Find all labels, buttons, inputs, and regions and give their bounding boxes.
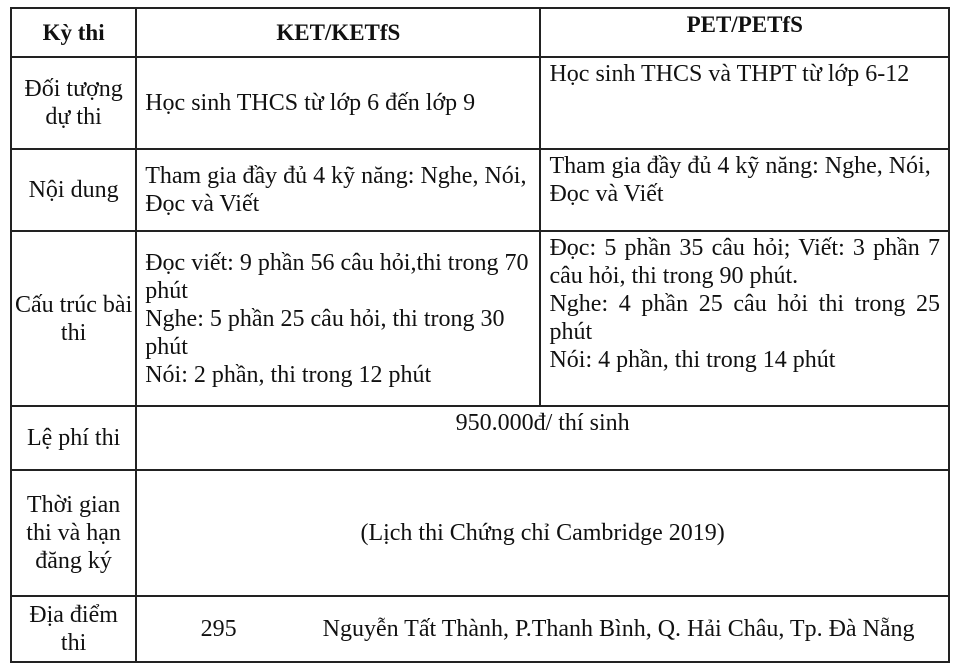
location-value xyxy=(136,596,949,662)
table-header-row xyxy=(11,8,949,57)
fee-value: 950.000đ/ thí sinh xyxy=(136,406,949,470)
row-fee xyxy=(11,406,949,470)
row-structure xyxy=(11,231,949,406)
label-structure: Cấu trúc bài thi xyxy=(11,231,136,406)
pet-structure-line: Nói: 4 phần, thi trong 14 phút xyxy=(549,347,836,373)
pet-candidates: Học sinh THCS và THPT từ lớp 6-12 xyxy=(540,57,949,149)
label-location: Địa điểm thi xyxy=(11,596,136,662)
label-fee: Lệ phí thi xyxy=(11,406,136,470)
header-ket: KET/KETfS xyxy=(136,8,540,57)
pet-content: Tham gia đầy đủ 4 kỹ năng: Nghe, Nói, Đọc và Viết xyxy=(540,149,949,231)
location-number: 295 xyxy=(200,616,237,642)
header-pet: PET/PETfS xyxy=(540,8,949,57)
pet-structure xyxy=(540,231,949,406)
row-schedule xyxy=(11,470,949,596)
location-address: Nguyễn Tất Thành, P.Thanh Bình, Q. Hải Châu, Tp. Đà Nẵng xyxy=(322,616,915,642)
ket-structure-line: Nghe: 5 phần 25 câu hỏi, thi trong 30 phút xyxy=(145,305,505,360)
ket-structure xyxy=(136,231,540,406)
schedule-value: (Lịch thi Chứng chỉ Cambridge 2019) xyxy=(136,470,949,596)
ket-structure-line: Nói: 2 phần, thi trong 12 phút xyxy=(145,361,432,388)
pet-structure-line: Đọc: 5 phần 35 câu hỏi; Viết: 3 phần 7 câu hỏi, thi trong 90 phút. xyxy=(549,235,940,289)
header-exam: Kỳ thi xyxy=(11,8,136,57)
row-candidates xyxy=(11,57,949,149)
label-schedule: Thời gian thi và hạn đăng ký xyxy=(11,470,136,596)
ket-structure-line: Đọc viết: 9 phần 56 câu hỏi,thi trong 70 phút xyxy=(145,249,529,304)
ket-content: Tham gia đầy đủ 4 kỹ năng: Nghe, Nói, Đọc và Viết xyxy=(136,149,540,231)
label-candidates: Đối tượng dự thi xyxy=(11,57,136,149)
label-content: Nội dung xyxy=(11,149,136,231)
row-content xyxy=(11,149,949,231)
pet-structure-line: Nghe: 4 phần 25 câu hỏi thi trong 25 phút xyxy=(549,291,940,345)
exam-info-table xyxy=(10,7,950,663)
ket-candidates: Học sinh THCS từ lớp 6 đến lớp 9 xyxy=(136,57,540,149)
row-location xyxy=(11,596,949,662)
